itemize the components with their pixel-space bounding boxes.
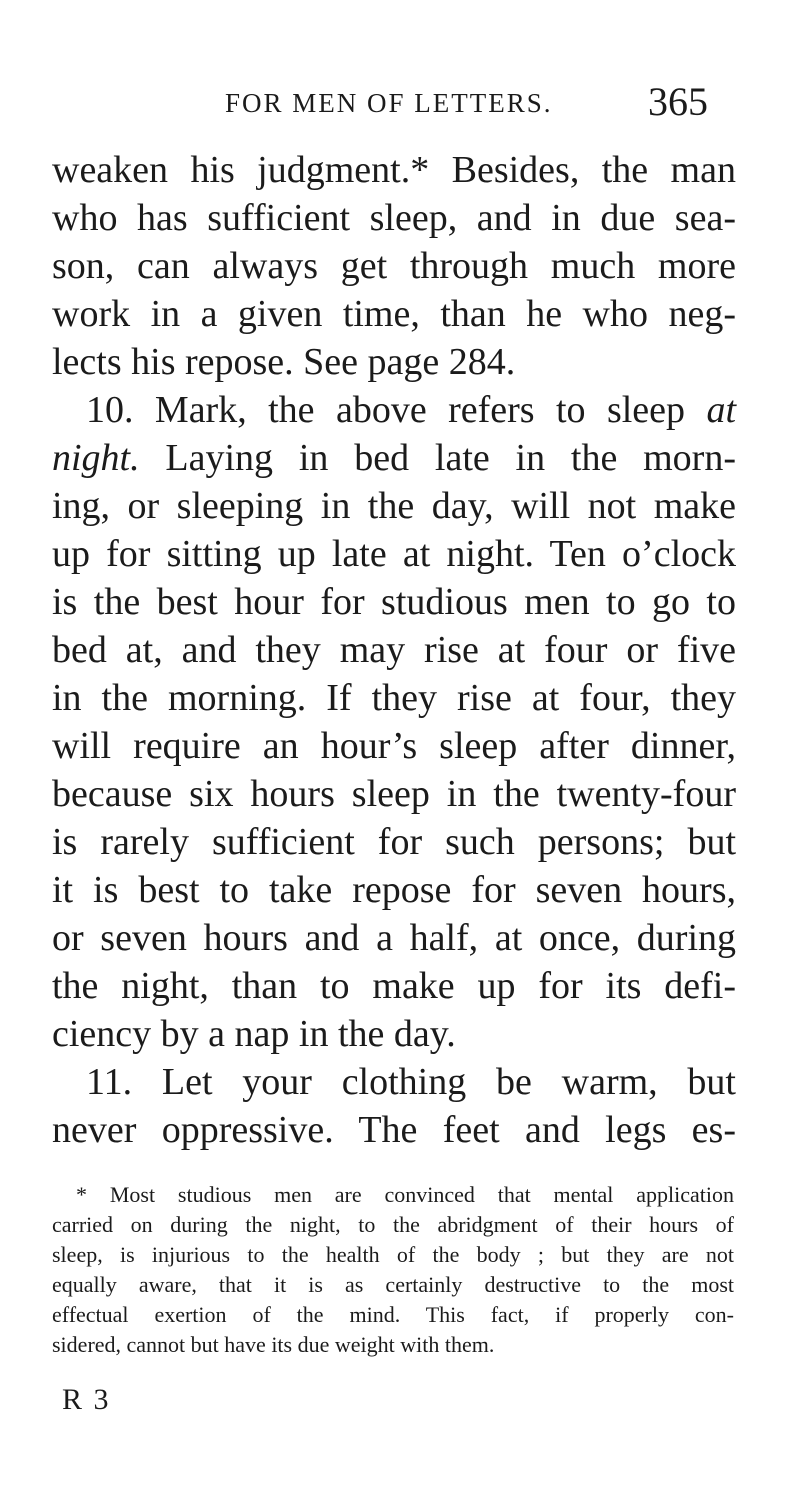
text-line: or seven hours and a half, at once, during	[52, 917, 736, 959]
text-line: the night, than to make up for its defi-	[52, 965, 736, 1007]
text-line: work in a given time, than he who neg-	[52, 293, 736, 335]
running-title: FOR MEN OF LETTERS.	[225, 88, 553, 118]
text-line: is the best hour for studious men to go to	[52, 581, 736, 623]
footnote-line: sleep, is injurious to the health of the body ; but they are not	[52, 1242, 734, 1267]
text-line: lects his repose. See page 284.	[52, 341, 516, 383]
text-line: weaken his judgment.* Besides, the man	[52, 149, 736, 191]
text-line: is rarely sufficient for such persons; but	[52, 821, 736, 863]
footnote-line: * Most studious men are convinced that mental application	[76, 1182, 734, 1207]
text-line: ciency by a nap in the day.	[52, 1013, 456, 1055]
footnote-line: carried on during the night, to the abridgment of their hours of	[52, 1212, 734, 1237]
footnote-line: effectual exertion of the mind. This fact, if properly con-	[52, 1302, 734, 1327]
footnote-line: sidered, cannot but have its due weight with them.	[52, 1332, 495, 1357]
text-line: night. Laying in bed late in the morn-	[52, 437, 736, 479]
footnote-line: equally aware, that it is as certainly destructive to the most	[52, 1272, 734, 1297]
text-line: who has sufficient sleep, and in due sea-	[52, 197, 736, 239]
text-line: because six hours sleep in the twenty-four	[52, 773, 736, 815]
running-head	[0, 78, 800, 128]
signature-mark: R 3	[62, 1383, 111, 1416]
text-line: will require an hour’s sleep after dinner,	[52, 725, 736, 767]
text-line: son, can always get through much more	[52, 245, 736, 287]
page-number: 365	[648, 79, 708, 124]
text-line: ing, or sleeping in the day, will not make	[52, 485, 736, 527]
text-line: in the morning. If they rise at four, they	[52, 677, 736, 719]
text-line: never oppressive. The feet and legs es-	[52, 1109, 736, 1151]
text-line: it is best to take repose for seven hours,	[52, 869, 736, 911]
paragraph-start-line: 11. Let your clothing be warm, but	[86, 1061, 736, 1103]
text-line: bed at, and they may rise at four or five	[52, 629, 736, 671]
text-line: up for sitting up late at night. Ten o’clock	[52, 533, 736, 575]
paragraph-start-line: 10. Mark, the above refers to sleep at	[86, 389, 736, 431]
